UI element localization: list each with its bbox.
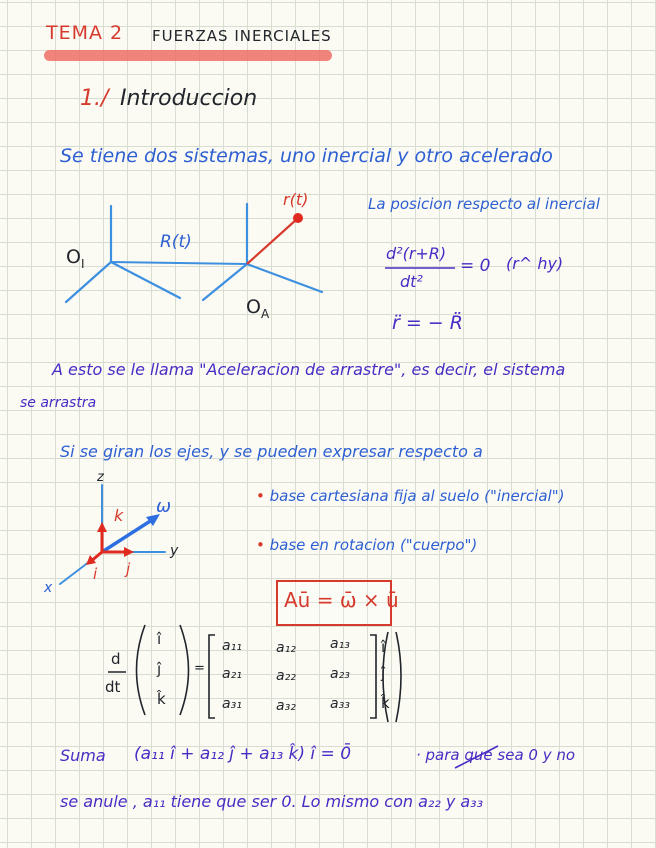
vec-left-k: k̂ xyxy=(157,690,166,708)
m11: a₁₁ xyxy=(222,638,242,654)
position-note: La posicion respecto al inercial xyxy=(368,195,600,213)
matrix-delimiters xyxy=(137,625,402,722)
omega-vector xyxy=(102,518,155,552)
suma-expr: (a₁₁ î + a₁₂ ĵ + a₁₃ k̂) î = 0̄ xyxy=(134,744,352,764)
bullet-item-2: • base en rotacion ("cuerpo") xyxy=(256,536,478,554)
accel-text-line1: A esto se le llama "Aceleracion de arrastre", es decir, el sistema xyxy=(52,360,566,379)
m12: a₁₂ xyxy=(276,640,296,656)
m22: a₂₂ xyxy=(276,668,296,684)
eq-numerator: d²(r+R) xyxy=(386,244,447,263)
m31: a₃₁ xyxy=(222,696,242,712)
vec-j-label: j xyxy=(126,560,131,578)
matrix-equals: = xyxy=(194,661,205,676)
vector-r-line xyxy=(247,219,297,264)
accel-frame xyxy=(203,204,322,300)
m21: a₂₁ xyxy=(222,666,242,682)
vec-i-label: i xyxy=(93,565,98,583)
bullet-dot-1: • xyxy=(256,487,270,505)
tema-label: TEMA 2 xyxy=(46,22,124,44)
particle-dot xyxy=(293,213,303,223)
eq-rhs: = 0 xyxy=(460,256,491,276)
origin-inertial: $O_I$ xyxy=(66,246,85,271)
derivative-d: d xyxy=(111,650,121,668)
axis-x-label: x xyxy=(44,580,53,596)
intro-text: Se tiene dos sistemas, uno inercial y otro acelerado xyxy=(60,145,553,167)
derivative-dt: dt xyxy=(105,678,121,696)
last-line: se anule , a₁₁ tiene que ser 0. Lo mismo con a₂₂ y a₃₃ xyxy=(60,792,484,811)
vec-right-j: ĵ xyxy=(381,664,386,682)
vector-r-label: r(t) xyxy=(283,190,309,209)
m32: a₃₂ xyxy=(276,698,296,714)
rotation-text: Si se giran los ejes, y se pueden expresar respecto a xyxy=(60,442,483,461)
origin-accel-sub: A xyxy=(260,306,270,321)
axis-z-label: z xyxy=(97,470,104,485)
vec-right-k: k̂ xyxy=(381,694,390,712)
eq-note: (r^ hy) xyxy=(506,254,564,273)
section-heading: Introduccion xyxy=(120,86,258,111)
boxed-formula: Aū = ω̄ × ū xyxy=(284,588,399,612)
axis-y-label: y xyxy=(170,543,179,559)
unit-vectors xyxy=(90,528,128,562)
vec-right-i: î xyxy=(381,638,386,656)
m33: a₃₃ xyxy=(330,696,350,712)
bullet-dot-2: • xyxy=(256,536,270,554)
eq-denominator: dt² xyxy=(400,272,423,291)
bullet-item-1: • base cartesiana fija al suelo ("inercial") xyxy=(256,487,565,505)
vec-left-i: î xyxy=(157,630,162,648)
section-number: 1./ xyxy=(80,86,109,111)
origin-inertial-sub: I xyxy=(80,256,85,271)
m13: a₁₃ xyxy=(330,636,350,652)
m23: a₂₃ xyxy=(330,666,350,682)
vec-omega-label: ω xyxy=(156,496,172,517)
vec-k-label: k xyxy=(114,506,124,525)
eq-result: r̈ = − R̈ xyxy=(392,312,463,334)
title-subject: FUERZAS INERCIALES xyxy=(152,27,332,45)
suma-lead: Suma xyxy=(60,746,106,765)
axes-3d xyxy=(60,485,165,584)
vector-R-label: R(t) xyxy=(160,232,192,252)
vec-left-j: ĵ xyxy=(157,660,162,678)
suma-tail: · para que sea 0 y no xyxy=(416,746,576,764)
accel-text-line2: se arrastra xyxy=(20,395,97,411)
vector-R-line xyxy=(111,262,247,264)
origin-accel: $O_A$ xyxy=(246,296,270,321)
